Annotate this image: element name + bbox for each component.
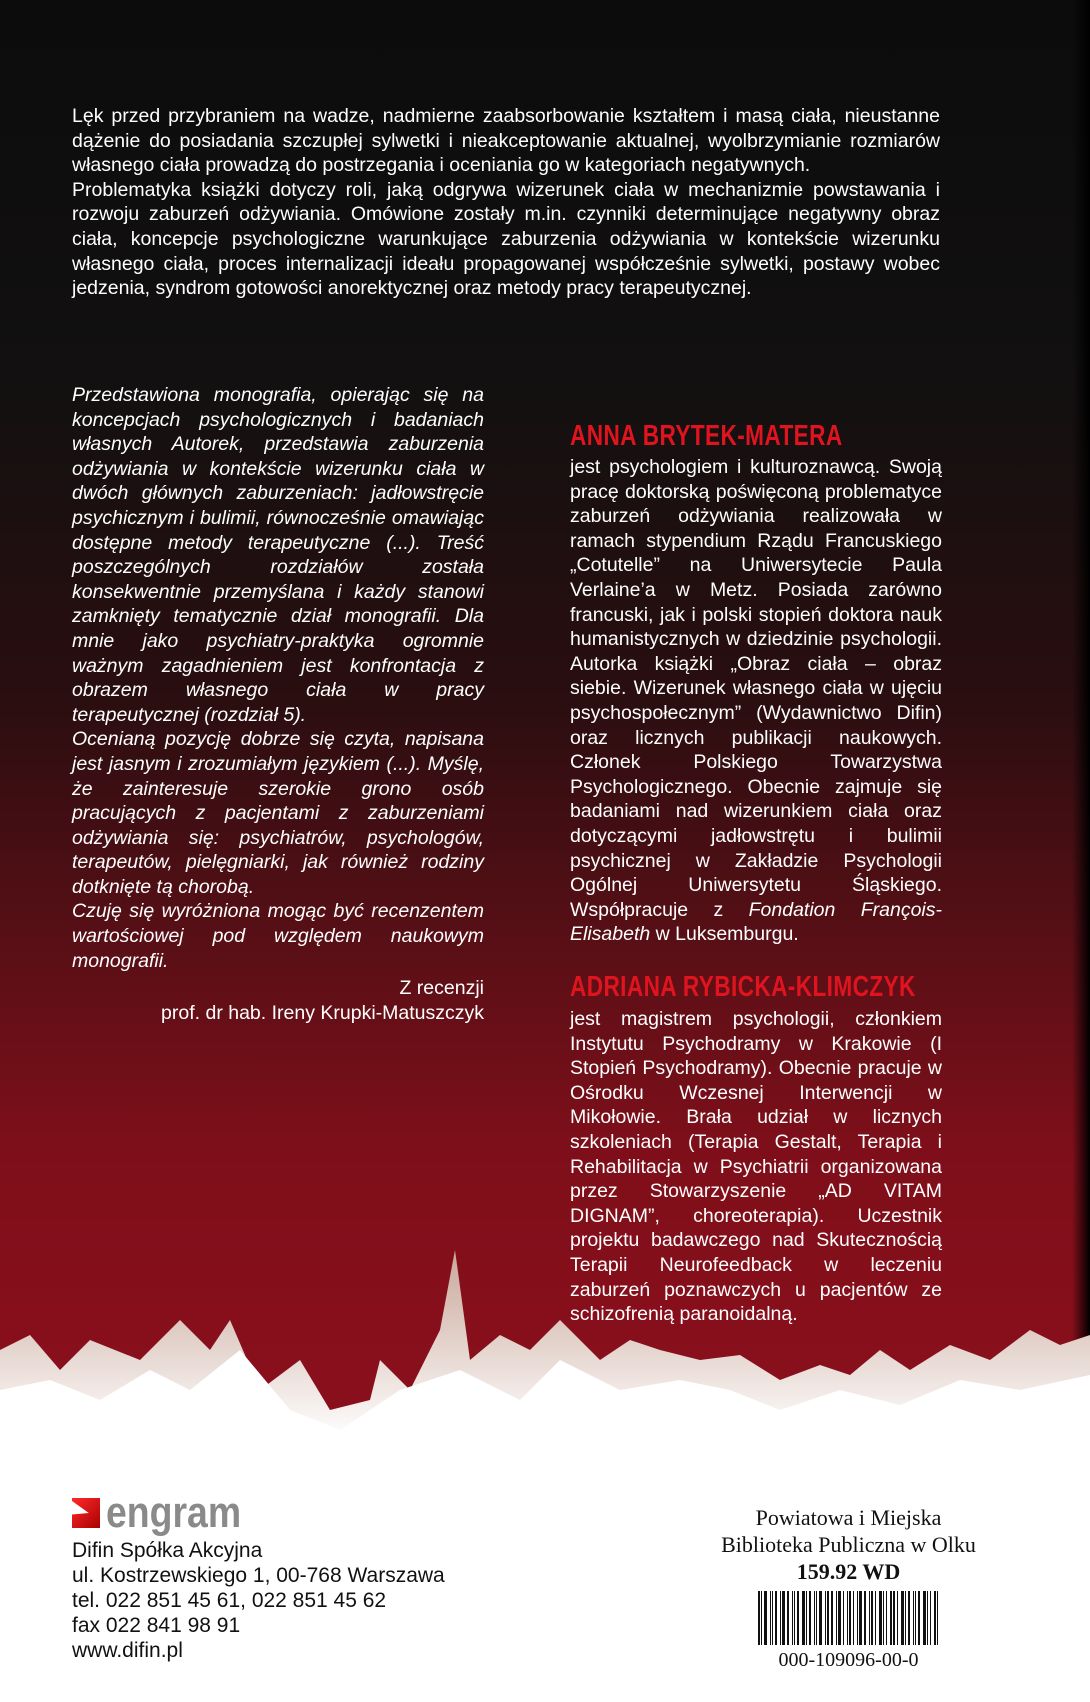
barcode-bar	[915, 1591, 916, 1645]
bio-italic: Fondation François-Elisabeth	[570, 898, 942, 946]
barcode-bar	[764, 1591, 767, 1645]
barcode-bar	[875, 1591, 876, 1645]
barcode-bar	[836, 1591, 837, 1645]
barcode-bar	[930, 1591, 931, 1645]
publisher-logo	[72, 1488, 445, 1537]
barcode-bar	[847, 1591, 848, 1645]
barcode-bar	[849, 1591, 851, 1645]
barcode-bar	[937, 1591, 938, 1645]
logo-text: engram	[106, 1488, 242, 1537]
barcode-bar	[831, 1591, 833, 1645]
barcode-bar	[782, 1591, 785, 1645]
logo-mark-icon	[72, 1498, 100, 1528]
publisher-info	[72, 1488, 445, 1663]
barcode-bar	[758, 1591, 760, 1645]
barcode-bar	[816, 1591, 817, 1645]
barcode-bar	[864, 1591, 866, 1645]
review-source: Z recenzji	[399, 977, 484, 1000]
barcode-bar	[794, 1591, 795, 1645]
barcode-bar	[761, 1591, 762, 1645]
barcode-bar	[780, 1591, 781, 1645]
book-description	[72, 104, 940, 301]
barcode-bar	[809, 1591, 811, 1645]
library-line: Biblioteka Publiczna w Olku	[721, 1532, 976, 1557]
publisher-name: Difin Spółka Akcyjna	[72, 1539, 263, 1562]
barcode-bar	[893, 1591, 895, 1645]
description-paragraph: Lęk przed przybraniem na wadze, nadmierne zaabsorbowanie kształtem i masą ciała, nieustanne dążenie do posiadania szczupłej sylwetki i nieakceptowanie aktualnej, wyolbrzymianie rozmiarów własnego ciała prowadzą do postrzegania i oceniania go w kategoriach negatywnych.	[72, 105, 940, 177]
bio-end: w Luksemburgu.	[650, 923, 799, 946]
review-excerpt	[72, 383, 484, 1025]
barcode-bar	[913, 1591, 914, 1645]
publisher-website: www.difin.pl	[72, 1639, 183, 1662]
barcode-bar	[775, 1591, 777, 1645]
barcode-bar	[827, 1591, 829, 1645]
barcode-bar	[869, 1591, 870, 1645]
barcode-bar	[814, 1591, 815, 1645]
barcode-bar	[787, 1591, 789, 1645]
author-bio	[570, 455, 942, 947]
bio-text: jest psychologiem i kulturoznawcą. Swoją pracę doktorską poświęconą problematyce zaburzeń odżywiania realizowała w ramach stypendium Rządu Francuskiego „Cotutelle” na Uniwersytecie Paula Verlaine’a w Metz. Posiada zarówno francuski, jak i polski stopień doktora nauk humanistycznych w dziedzinie psychologii. Autorka książki „Obraz ciała – obraz siebie. Wizerunek własnego ciała w ujęciu psychospołecznym” (Wydawnictwo Difin) oraz licznych publikacji naukowych. Członek Polskiego Towarzystwa Psychologicznego. Obecnie zajmuje się badaniami nad wizerunkiem ciała oraz dotyczącymi jadłowstrętu i bulimii psychicznej w Zakładzie Psychologii Ogólnej Uniwersytetu Śląskiego. Współpracuje z	[570, 456, 942, 921]
barcode-bar	[923, 1591, 926, 1645]
publisher-phone: tel. 022 851 45 61, 022 851 45 62	[72, 1589, 387, 1612]
barcode-bar	[838, 1591, 841, 1645]
barcode-bar	[886, 1591, 887, 1645]
barcode-bar	[918, 1591, 920, 1645]
barcode-bar	[901, 1591, 904, 1645]
barcode-bar	[883, 1591, 884, 1645]
barcode-bar	[927, 1591, 928, 1645]
barcode-bar	[825, 1591, 826, 1645]
barcode-bar	[772, 1591, 773, 1645]
barcode-bar	[802, 1591, 805, 1645]
barcode-bar	[859, 1591, 862, 1645]
barcode-bar	[934, 1591, 936, 1645]
barcode-number: 000-109096-00-0	[778, 1649, 919, 1671]
barcode-bar	[797, 1591, 799, 1645]
review-paragraph: Przedstawiona monografia, opierając się na koncepcjach psychologicznych i badaniach własnych Autorek, przedstawia zaburzenia odżywiania w kontekście wizerunku ciała w dwóch głównych zaburzeniach: jadłowstręcie psychicznym i bulimii, równocześnie omawiając dostępne metody terapeutyczne (...). Treść poszczególnych rozdziałów została konsekwentnie przemyślana i każdy stanowi zamknięty tematycznie dział monografii. Dla mnie jako psychiatry-praktyka ogromnie ważnym zagadnieniem jest konfrontacja z obrazem własnego ciała w pracy terapeutycznej (rozdział 5).	[72, 384, 484, 726]
publisher-address: ul. Kostrzewskiego 1, 00-768 Warszawa	[72, 1564, 445, 1587]
library-stamp	[676, 1504, 1021, 1674]
barcode-bar	[806, 1591, 807, 1645]
barcode-bar	[890, 1591, 892, 1645]
author-name: ANNA BRYTEK-MATERA	[570, 420, 843, 452]
barcode-bar	[879, 1591, 882, 1645]
review-paragraph: Ocenianą pozycję dobrze się czyta, napisana jest jasnym i zrozumiałym językiem (...). Myślę, że zainteresuje szerokie grono osób pracujących z pacjentami z zaburzeniami odżywiania się: psychiatrów, psychologów, terapeutów, pielęgniarki, jak również rodziny dotknięte tą chorobą.	[72, 728, 484, 898]
barcode	[676, 1591, 1021, 1645]
description-paragraph: Problematyka książki dotyczy roli, jaką odgrywa wizerunek ciała w mechanizmie powstawania i rozwoju zaburzeń odżywiania. Omówione zostały m.in. czynniki determinujące negatywny obraz ciała, koncepcje psychologiczne warunkujące zaburzenia odżywiania w kontekście wizerunku własnego ciała, proces internalizacji ideału propagowanej współcześnie sylwetki, postawy wobec jedzenia, syndrom gotowości anorektycznej oraz metody pracy terapeutycznej.	[72, 178, 940, 300]
barcode-bar	[843, 1591, 844, 1645]
author-name: ADRIANA RYBICKA-KLIMCZYK	[570, 971, 916, 1003]
publisher-fax: fax 022 841 98 91	[72, 1614, 241, 1637]
barcode-bar	[871, 1591, 873, 1645]
barcode-bar	[905, 1591, 906, 1645]
barcode-bar	[908, 1591, 910, 1645]
library-line: Powiatowa i Miejska	[755, 1505, 942, 1530]
barcode-bar	[853, 1591, 854, 1645]
barcode-bar	[792, 1591, 793, 1645]
review-paragraph: Czuję się wyróżniona mogąc być recenzentem wartościowej pod względem naukowym monografii.	[72, 900, 484, 972]
barcode-bar	[819, 1591, 822, 1645]
classification-code: 159.92 WD	[796, 1559, 901, 1584]
barcode-bar	[770, 1591, 771, 1645]
barcode-bar	[857, 1591, 858, 1645]
author-bio: jest magistrem psychologii, członkiem Instytutu Psychodramy w Krakowie (I Stopień Psychodramy). Obecnie pracuje w Ośrodku Wczesnej Interwencji w Mikołowie. Brała udział w licznych szkoleniach (Terapia Gestalt, Terapia i Rehabilitacja w Psychiatrii organizowana przez Stowarzyszenie „AD VITAM DIGNAM”, choreoterapia). Uczestnik projektu badawczego nad Skutecznością Terapii Neurofeedback w leczeniu zaburzeń poznawczych u pacjentów ze schizofrenią paranoidalną.	[570, 1008, 942, 1326]
barcode-bar	[897, 1591, 898, 1645]
reviewer-name: prof. dr hab. Ireny Krupki-Matuszczyk	[161, 1001, 484, 1024]
